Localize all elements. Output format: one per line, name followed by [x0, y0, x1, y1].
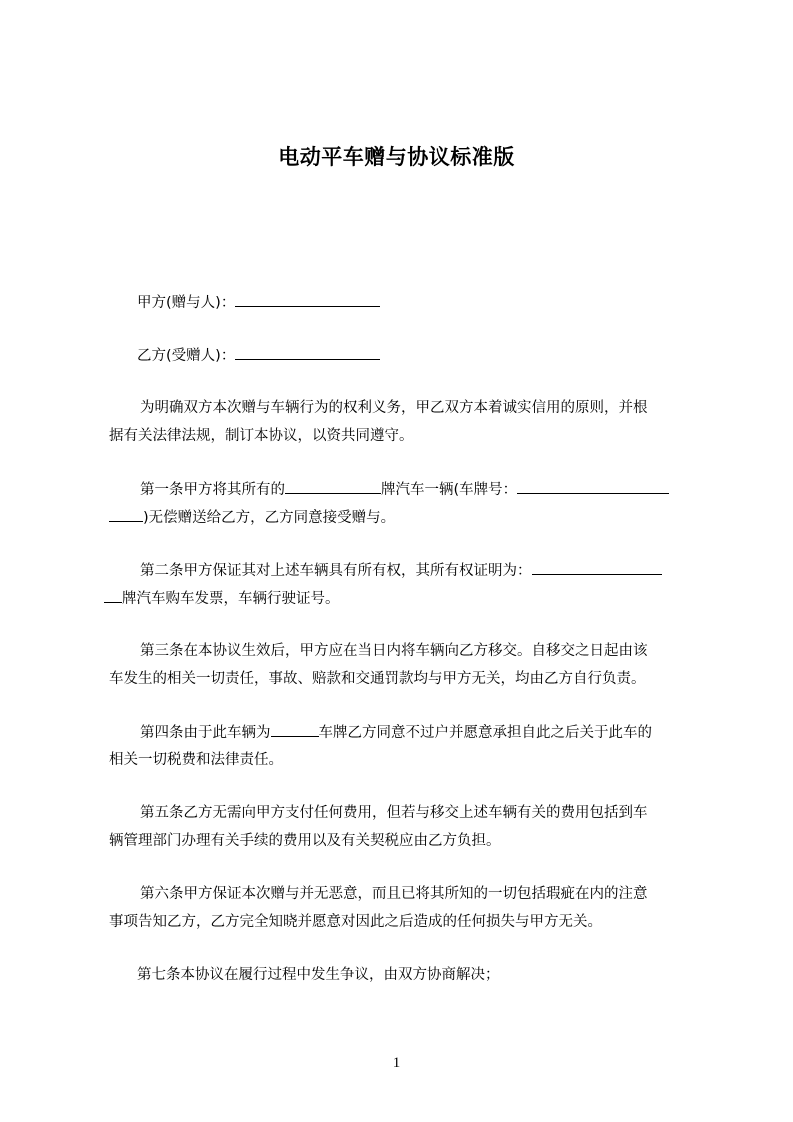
party-a-blank[interactable] — [235, 292, 380, 307]
article1-text-c: )无偿赠送给乙方，乙方同意接受赠与。 — [143, 510, 396, 526]
article2-text-a: 第二条甲方保证其对上述车辆具有所有权，其所有权证明为： — [140, 563, 532, 579]
article2-proof-blank[interactable] — [532, 560, 662, 575]
article2-line-2 — [104, 588, 340, 609]
article1-brand-blank[interactable] — [285, 479, 381, 494]
party-b-label: 乙方(受赠人)： — [137, 348, 236, 364]
article5-line-1: 第五条乙方无需向甲方支付任何费用，但若与移交上述车辆有关的费用包括到车 — [140, 805, 648, 821]
article1-plate-blank-cont[interactable] — [109, 507, 143, 522]
article3-line-1: 第三条在本协议生效后，甲方应在当日内将车辆向乙方移交。自移交之日起由该 — [140, 643, 648, 659]
party-a-label: 甲方(赠与人)： — [137, 295, 236, 311]
document-title: 电动平车赠与协议标准版 — [278, 145, 515, 169]
article1-line-2 — [109, 507, 395, 528]
article4-text-b: 车牌乙方同意不过户并愿意承担自此之后关于此车的 — [318, 725, 652, 741]
article2-text-b: 牌汽车购车发票，车辆行驶证号。 — [122, 591, 340, 607]
article4-line-1 — [140, 722, 652, 743]
party-b-line — [137, 345, 380, 366]
article1-plate-blank[interactable] — [517, 479, 669, 494]
article1-line-1 — [140, 479, 669, 500]
article5-line-2: 辆管理部门办理有关手续的费用以及有关契税应由乙方负担。 — [109, 833, 501, 849]
article1-text-b: 牌汽车一辆(车牌号： — [381, 482, 518, 498]
article4-line-2: 相关一切税费和法律责任。 — [109, 752, 283, 768]
article3-line-2: 车发生的相关一切责任，事故、赔款和交通罚款均与甲方无关，均由乙方自行负责。 — [109, 671, 646, 687]
party-a-line — [137, 292, 380, 313]
article7-line: 第七条本协议在履行过程中发生争议，由双方协商解决； — [137, 967, 500, 983]
page-number: 1 — [392, 1055, 401, 1071]
article6-line-2: 事项告知乙方，乙方完全知晓并愿意对因此之后造成的任何损失与甲方无关。 — [109, 914, 602, 930]
article4-text-a: 第四条由于此车辆为 — [140, 725, 271, 741]
intro-line-1: 为明确双方本次赠与车辆行为的权利义务，甲乙双方本着诚实信用的原则，并根 — [140, 400, 648, 416]
party-b-blank[interactable] — [235, 345, 380, 360]
article4-plate-blank[interactable] — [271, 722, 319, 737]
article2-proof-blank-cont[interactable] — [104, 588, 122, 603]
article6-line-1: 第六条甲方保证本次赠与并无恶意，而且已将其所知的一切包括瑕疵在内的注意 — [140, 886, 648, 902]
intro-line-2: 据有关法律法规，制订本协议，以资共同遵守。 — [109, 428, 414, 444]
article1-text-a: 第一条甲方将其所有的 — [140, 482, 285, 498]
article2-line-1 — [140, 560, 662, 581]
